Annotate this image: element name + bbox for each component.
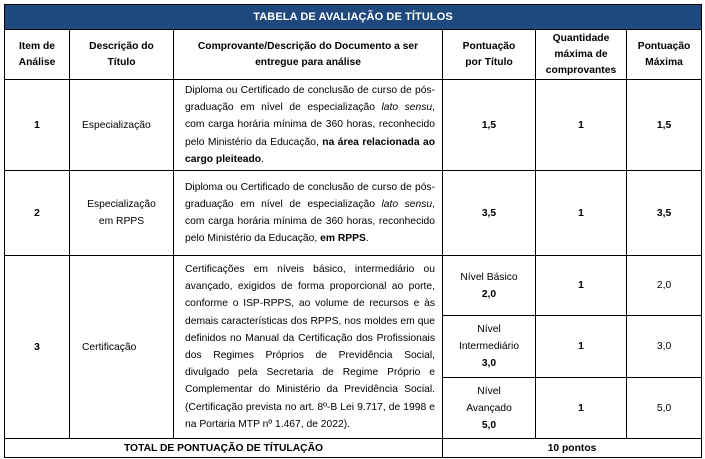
document-description: Diploma ou Certificado de conclusão de curso de pós-graduação em nível de especialização lato sensu, com carga horária mínima de 360 horas, reconhecido pelo Ministério da Educação, em RPPS. — [174, 171, 443, 256]
header-quantidade: Quantidade máxima de comprovantes — [536, 30, 627, 80]
score-per-title: 3,5 — [443, 171, 536, 256]
table-title: TABELA DE AVALIAÇÃO DE TÍTULOS — [5, 5, 702, 30]
max-score: 2,0 — [627, 256, 702, 316]
table-row — [5, 171, 702, 256]
item-number: 3 — [5, 256, 70, 439]
title-description: Certificação — [70, 256, 174, 439]
total-value: 10 pontos — [443, 439, 702, 458]
header-descricao: Descrição do Título — [70, 30, 174, 80]
level-basic: Nível Básico 2,0 — [443, 256, 536, 316]
header-comprovante: Comprovante/Descrição do Documento a ser entregue para análise — [174, 30, 443, 80]
item-number: 2 — [5, 171, 70, 256]
column-header-row — [5, 30, 702, 80]
max-quantity: 1 — [536, 256, 627, 316]
table-row — [5, 80, 702, 171]
header-item: Item de Análise — [5, 30, 70, 80]
header-pontuacao-titulo: Pontuação por Título — [443, 30, 536, 80]
max-quantity: 1 — [536, 80, 627, 171]
max-score: 1,5 — [627, 80, 702, 171]
level-advanced: Nível Avançado 5,0 — [443, 378, 536, 439]
total-row — [5, 439, 702, 458]
title-description: Especialização em RPPS — [70, 171, 174, 256]
max-score: 3,5 — [627, 171, 702, 256]
table-title-row — [5, 5, 702, 30]
max-quantity: 1 — [536, 316, 627, 378]
max-score: 5,0 — [627, 378, 702, 439]
level-intermediate: Nível Intermediário 3,0 — [443, 316, 536, 378]
title-description: Especialização — [70, 80, 174, 171]
evaluation-table — [4, 4, 702, 458]
max-quantity: 1 — [536, 378, 627, 439]
table-row — [5, 256, 702, 316]
max-quantity: 1 — [536, 171, 627, 256]
item-number: 1 — [5, 80, 70, 171]
document-description: Diploma ou Certificado de conclusão de curso de pós-graduação em nível de especialização lato sensu, com carga horária mínima de 360 horas, reconhecido pelo Ministério da Educação, na área relacionada ao cargo pleiteado. — [174, 80, 443, 171]
max-score: 3,0 — [627, 316, 702, 378]
header-pontuacao-maxima: Pontuação Máxima — [627, 30, 702, 80]
document-description: Certificações em níveis básico, intermediário ou avançado, exigidos de forma proporcional ao porte, conforme o ISP-RPPS, ao volume de recursos e às demais características dos RPPS, nos moldes em que definidos no Manual da Certificação dos Profissionais dos Regimes Próprios de Previdência Social, divulgado pela Secretaria de Regime Próprio e Complementar do Ministério da Previdência Social. (Certificação prevista no art. 8º-B Lei 9.717, de 1998 e na Portaria MTP nº 1.467, de 2022). — [174, 256, 443, 439]
total-label: TOTAL DE PONTUAÇÃO DE TÍTULAÇÃO — [5, 439, 443, 458]
score-per-title: 1,5 — [443, 80, 536, 171]
